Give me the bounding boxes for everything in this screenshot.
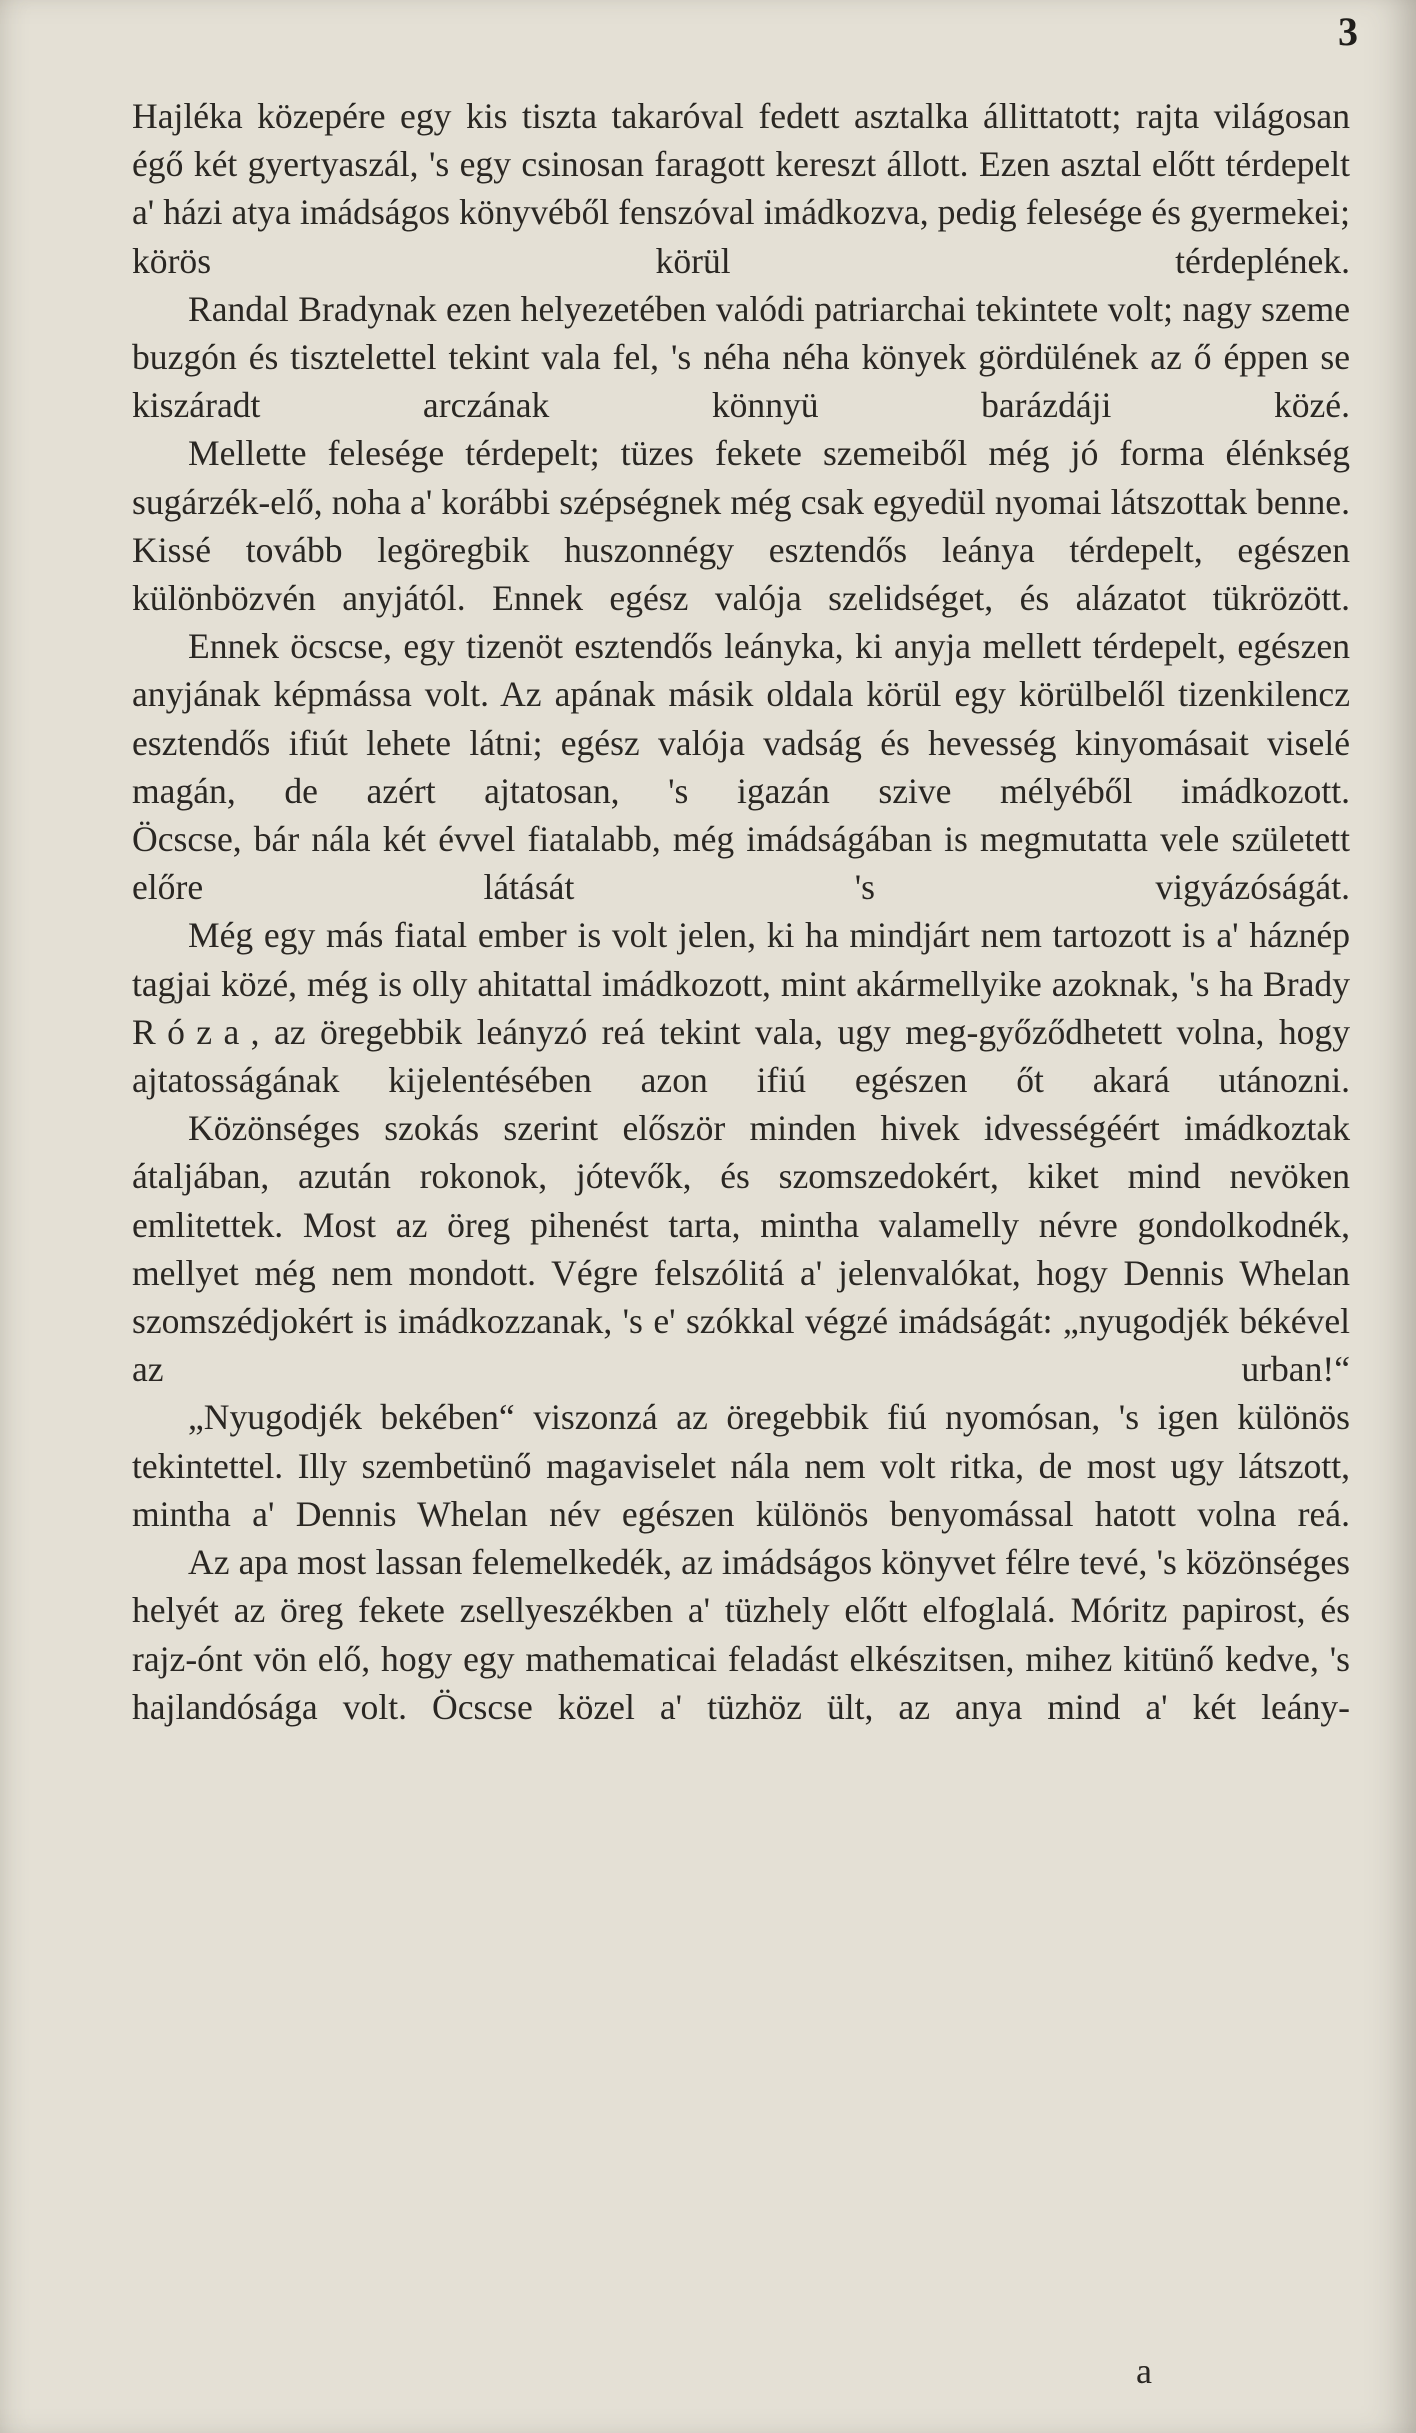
- paragraph-6: [132, 911, 1350, 1104]
- paragraph-1: Hajléka közepére egy kis tiszta takaróval fedett asztalka állittatott; rajta világosan égő két gyertyaszál, 's egy csinosan faragott kereszt állott. Ezen asztal előtt térdepelt a' házi atya imádságos könyvéből fenszóval imádkozva, pedig felesége és gyermekei; körös körül térdeplének.: [132, 96, 1350, 281]
- paragraph-5: Öcscse, bár nála két évvel fiatalabb, még imádságában is megmutatta vele született előre látását 's vigyázóságát.: [132, 819, 1350, 908]
- paragraph-9: Az apa most lassan felemelkedék, az imádságos könyvet félre tevé, 's közönséges helyét az öreg fekete zsellyeszékben a' tüzhely előtt elfoglalá. Móritz papirost, és rajz-ónt vön elő, hogy egy mathematicai feladást elkészitsen, mihez kitünő kedve, 's hajlandósága volt. Öcscse közel a' tüzhöz ült, az anya mind a' két leány-: [132, 1542, 1350, 1727]
- paragraph-6-start: Még egy más fiatal ember is volt jelen, ki ha mindjárt nem tartozott is a' háznép tagjai közé, még is olly ahitattal imádkozott, mint akármellyike azoknak, 's ha Brady: [132, 915, 1350, 1004]
- paragraph-7: Közönséges szokás szerint először minden hivek idvességéért imádkoztak átaljában, azután rokonok, jótevők, és szomszedokért, kiket mind nevöken emlitettek. Most az öreg pihenést tarta, mintha valamelly névre gondolkodnék, mellyet még nem mondott. Végre felszólitá a' jelenvalókat, hogy Dennis Whelan szomszédjokért is imádkozzanak, 's e' szókkal végzé imádságát: „nyugodjék békével az urban!“: [132, 1108, 1350, 1390]
- paragraph-3: Mellette felesége térdepelt; tüzes fekete szemeiből még jó forma élénkség sugárzék-elő, noha a' korábbi szépségnek még csak egyedül nyomai látszottak benne. Kissé tovább legöregbik huszonnégy esztendős leánya térdepelt, egészen különbözvén anyjától. Ennek egész valója szelidséget, és alázatot tükrözött.: [132, 433, 1350, 619]
- paragraph-6-end: , az öregebbik leányzó reá tekint vala, ugy meg-győződhetett volna, hogy ajtatosságának kijelentésében azon ifiú egészen őt akará utánozni.: [132, 1011, 1350, 1101]
- body-text: [132, 92, 1350, 1731]
- name-roza: Róza: [132, 1011, 251, 1052]
- paragraph-2: Randal Bradynak ezen helyezetében valódi patriarchai tekintete volt; nagy szeme buzgón és tisztelettel tekint vala fel, 's néha néha könyek gördülének az ő éppen se kiszáradt arczának könnyü barázdáji közé.: [132, 288, 1350, 426]
- paragraph-8: „Nyugodjék bekében“ viszonzá az öregebbik fiú nyomósan, 's igen különös tekintettel. Illy szembetünő magaviselet nála nem volt ritka, de most ugy látszott, mintha a' Dennis Whelan név egészen különös benyomással hatott volna reá.: [132, 1397, 1350, 1534]
- page-number: 3: [1338, 9, 1358, 54]
- paragraph-4: Ennek öcscse, egy tizenöt esztendős leányka, ki anyja mellett térdepelt, egészen anyjának képmássa volt. Az apának másik oldala körül egy körülbelől tizenkilencz esztendős ifiút lehete látni; egész valója vadság és hevesség kinyomásait viselé magán, de azért ajtatosan, 's igazán szive mélyéből imádkozott.: [132, 626, 1350, 811]
- catchword: a: [1136, 2351, 1152, 2391]
